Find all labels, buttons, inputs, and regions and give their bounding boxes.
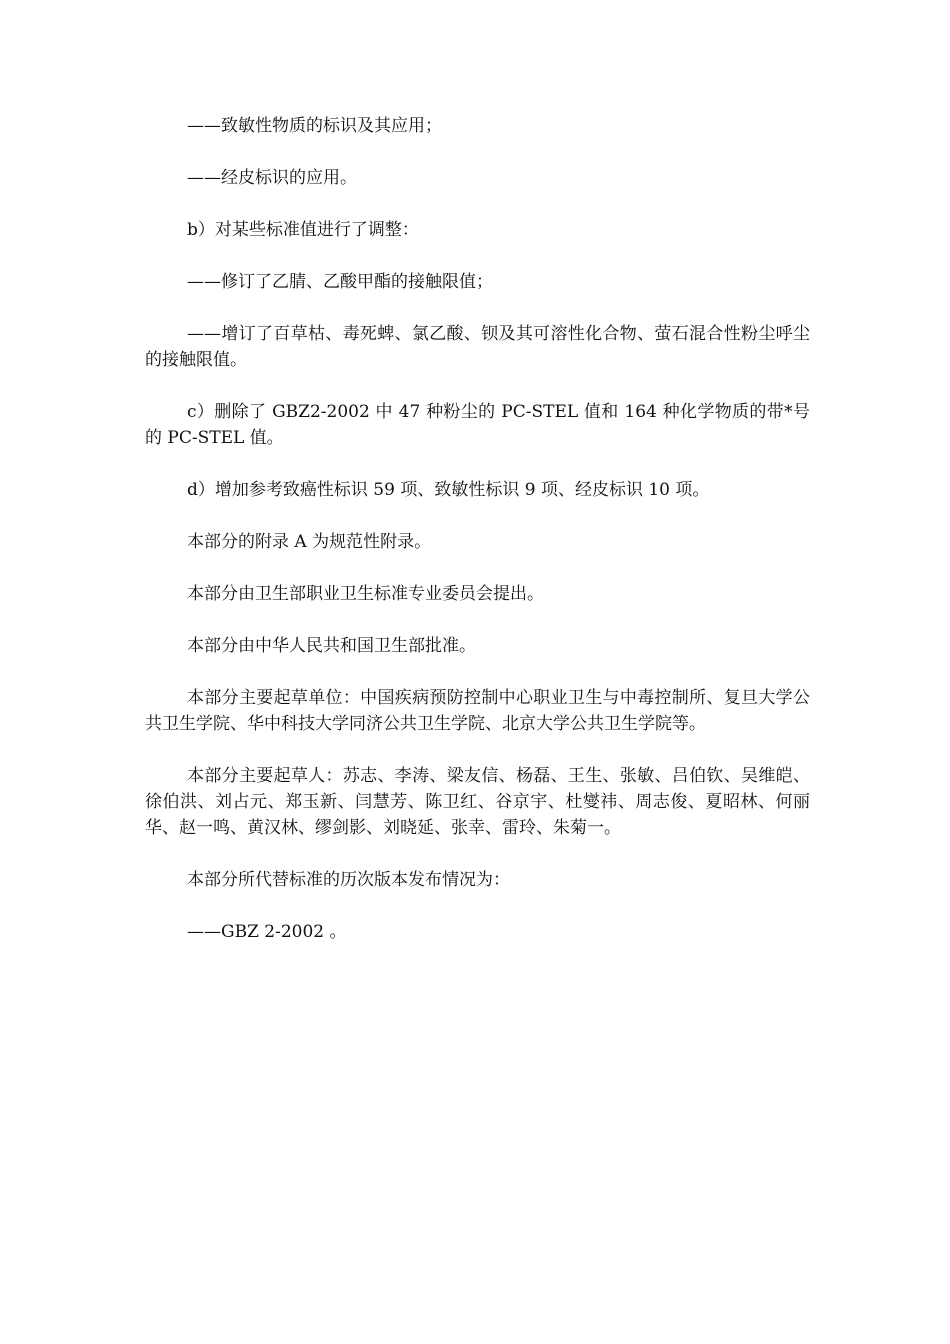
- paragraph-previous-versions: 本部分所代替标准的历次版本发布情况为：: [187, 870, 510, 890]
- paragraph-item-c: c）删除了 GBZ2-2002 中 47 种粉尘的 PC-STEL 值和 164 种化学物质的带*号的 PC-STEL 值。: [145, 402, 810, 448]
- paragraph-drafters: 本部分主要起草人：苏志、李涛、梁友信、杨磊、王生、张敏、吕伯钦、吴维皑、徐伯洪、刘占元、郑玉新、闫慧芳、陈卫红、谷京宇、杜燮祎、周志俊、夏昭林、何丽华、赵一鸣、黄汉林、缪剑影、刘晓延、张幸、雷玲、朱菊一。: [145, 766, 810, 838]
- paragraph-added-limits: ——增订了百草枯、毒死蜱、氯乙酸、钡及其可溶性化合物、萤石混合性粉尘呼尘的接触限值。: [145, 324, 810, 370]
- paragraph-item-d: d）增加参考致癌性标识 59 项、致敏性标识 9 项、经皮标识 10 项。: [187, 480, 710, 500]
- paragraph-appendix: 本部分的附录 A 为规范性附录。: [187, 532, 432, 552]
- document-body: [145, 113, 810, 971]
- paragraph-drafting-units: 本部分主要起草单位：中国疾病预防控制中心职业卫生与中毒控制所、复旦大学公共卫生学院、华中科技大学同济公共卫生学院、北京大学公共卫生学院等。: [145, 688, 810, 734]
- paragraph-proposed-by: 本部分由卫生部职业卫生标准专业委员会提出。: [187, 584, 544, 604]
- paragraph-revised-limits: ——修订了乙腈、乙酸甲酯的接触限值；: [187, 272, 493, 292]
- paragraph-approved-by: 本部分由中华人民共和国卫生部批准。: [187, 636, 476, 656]
- paragraph-item-b: b）对某些标准值进行了调整：: [187, 220, 419, 240]
- paragraph-gbz-2002: ——GBZ 2-2002 。: [187, 922, 347, 942]
- paragraph-skin-marking: ——经皮标识的应用。: [187, 168, 357, 188]
- paragraph-sensitizer-marking: ——致敏性物质的标识及其应用；: [187, 116, 442, 136]
